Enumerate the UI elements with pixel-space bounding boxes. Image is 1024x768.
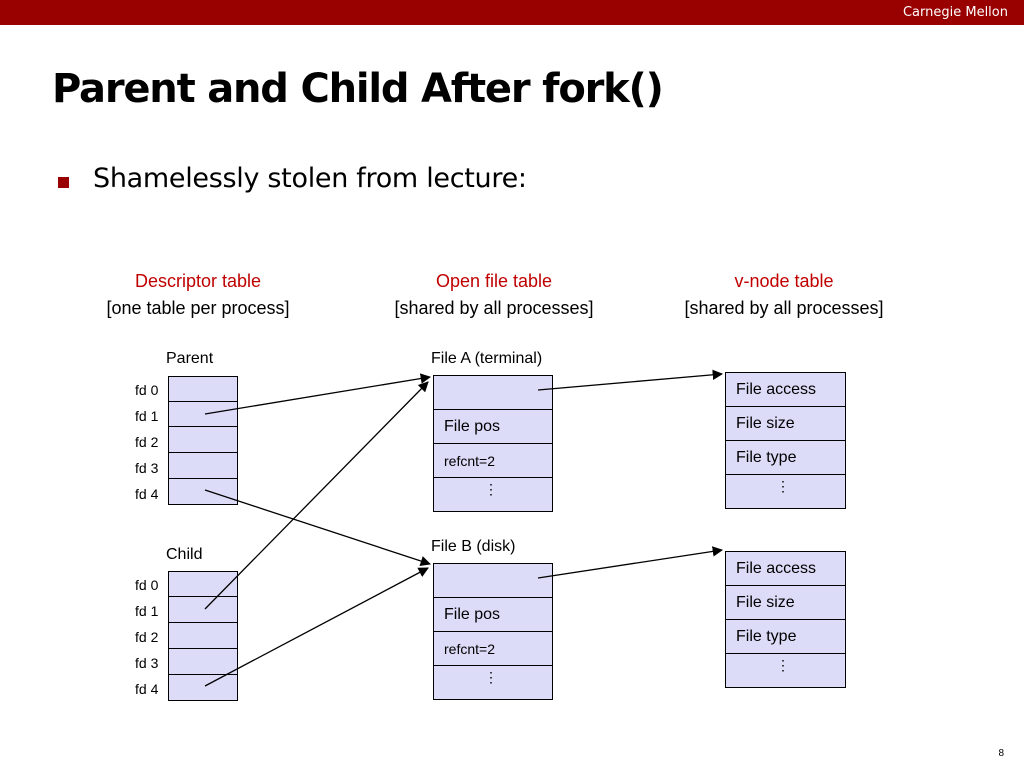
file-b-label: File B (disk) — [431, 538, 516, 555]
arrow-file-a-to-vnode-a — [538, 374, 722, 390]
arrow-file-b-to-vnode-b — [538, 550, 722, 578]
arrow-child-fd4-to-file-b — [205, 568, 428, 686]
vnode-a-size-text: File size — [736, 415, 795, 432]
file-a-pos-text: File pos — [444, 418, 501, 435]
file-a-label: File A (terminal) — [431, 350, 543, 367]
vnode-table-title: v-node table — [734, 271, 834, 291]
vnode-b-access-text: File access — [736, 560, 817, 577]
child-label: Child — [166, 546, 203, 563]
file-b-more-ellipsis: ⋮ — [484, 669, 498, 685]
parent-fd-4-label: fd 4 — [135, 486, 159, 502]
slide-title: Parent and Child After fork() — [52, 66, 663, 112]
parent-label: Parent — [166, 350, 214, 367]
bullet-text: Shamelessly stolen from lecture: — [93, 163, 527, 194]
parent-fd-0-label: fd 0 — [135, 382, 159, 398]
vnode-b-size-text: File size — [736, 594, 795, 611]
file-b-refcnt-text: refcnt=2 — [444, 641, 495, 657]
vnode-a-type-text: File type — [736, 449, 797, 466]
vnode-b-more-ellipsis: ⋮ — [776, 657, 790, 673]
descriptor-table-subtitle: [one table per process] — [106, 298, 290, 318]
child-fd-1-label: fd 1 — [135, 603, 159, 619]
vnode-b-type-text: File type — [736, 628, 797, 645]
open-file-table-subtitle: [shared by all processes] — [394, 298, 594, 318]
arrow-child-fd1-to-file-a — [205, 382, 428, 609]
arrow-parent-fd4-to-file-b — [205, 490, 430, 564]
vnode-a-access-text: File access — [736, 381, 817, 398]
page-number: 8 — [998, 748, 1004, 759]
file-a-refcnt-text: refcnt=2 — [444, 453, 495, 469]
parent-fd-1-label: fd 1 — [135, 408, 159, 424]
child-fd-3-label: fd 3 — [135, 655, 159, 671]
parent-fd-3-label: fd 3 — [135, 460, 159, 476]
file-a-more-ellipsis: ⋮ — [484, 481, 498, 497]
open-file-table-title: Open file table — [435, 271, 553, 291]
child-fd-2-label: fd 2 — [135, 629, 159, 645]
descriptor-table-title: Descriptor table — [134, 271, 262, 291]
vnode-table-subtitle: [shared by all processes] — [684, 298, 884, 318]
vnode-a-more-ellipsis: ⋮ — [776, 478, 790, 494]
arrow-parent-fd1-to-file-a — [205, 377, 430, 414]
child-fd-0-label: fd 0 — [135, 577, 159, 593]
file-b-pos-text: File pos — [444, 606, 501, 623]
brand-label: Carnegie Mellon — [902, 5, 1008, 20]
child-fd-4-label: fd 4 — [135, 681, 159, 697]
parent-fd-2-label: fd 2 — [135, 434, 159, 450]
